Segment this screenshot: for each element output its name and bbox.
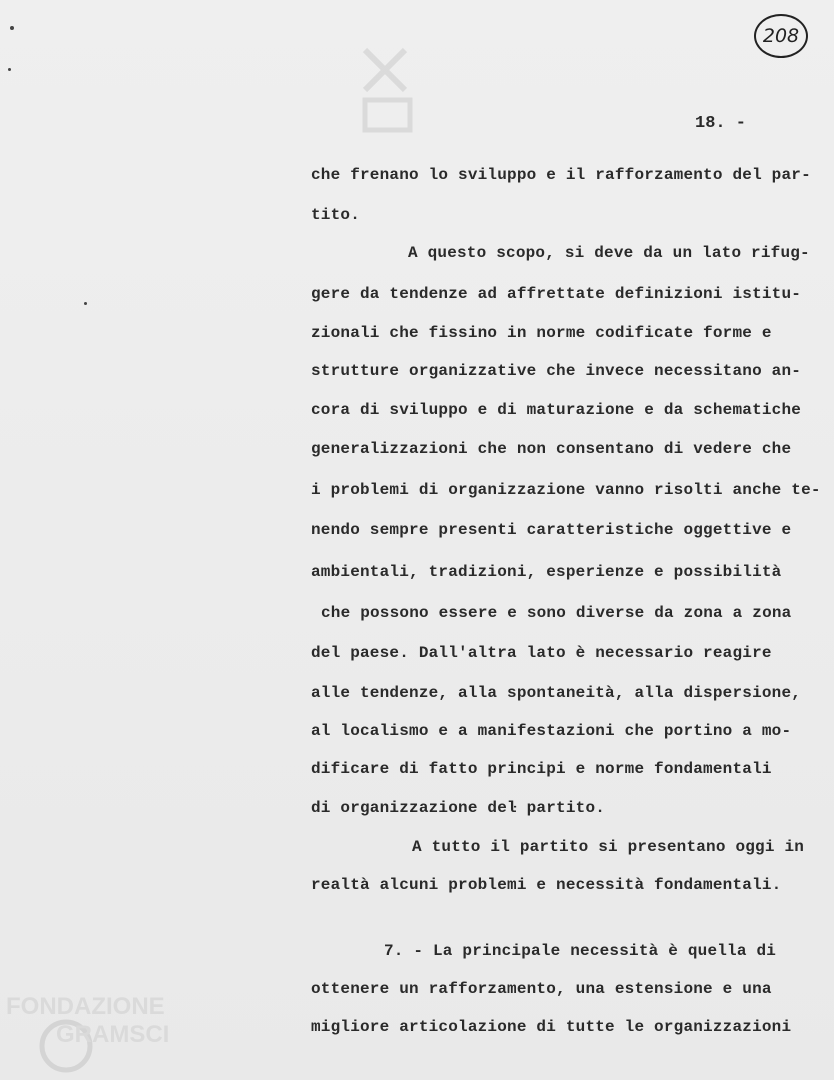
text-line: realtà alcuni problemi e necessità fondamentali. [311,876,782,894]
text-line: dificare di fatto principi e norme fondamentali [311,760,772,778]
text-line: gere da tendenze ad affrettate definizioni istitu- [311,285,802,303]
text-line: nendo sempre presenti caratteristiche oggettive e [311,521,792,539]
text-line: zionali che fissino in norme codificate forme e [311,324,772,342]
text-line: generalizzazioni che non consentano di vedere che [311,440,792,458]
speck-mark [84,302,87,305]
archive-stamp: 208 [754,14,808,58]
text-line: di organizzazione deŀ partito. [311,799,606,817]
faint-watermark-mark [360,30,420,140]
speck-mark [10,26,14,30]
text-line: i problemi di organizzazione vanno risolti anche te- [311,481,821,499]
text-line: che frenano lo sviluppo e il rafforzamento del par- [311,166,811,184]
text-line: al localismo e a manifestazioni che portino a mo- [311,722,792,740]
text-line: che possono essere e sono diverse da zona a zona [321,604,792,622]
page-number: 18. - [695,114,747,133]
fondazione-gramsci-logo [4,988,214,1078]
text-line: strutture organizzative che invece necessitano an- [311,362,802,380]
text-line: del paese. Dall'altra lato è necessario reagire [311,644,772,662]
text-line: A questo scopo, si deve da un lato rifug- [408,244,810,262]
text-line: tito. [311,206,361,224]
text-line: migliore articolazione di tutte le organizzazioni [311,1018,792,1036]
text-line: ambientali, tradizioni, esperienze e possibilità [311,563,782,581]
text-line: alle tendenze, alla spontaneità, alla dispersione, [311,684,802,702]
text-line: A tutto il partito si presentano oggi in [412,838,805,856]
text-line: 7. - La principale necessità è quella di [384,942,777,960]
logo-line1: FONDAZIONE [6,993,165,1020]
text-line: cora di sviluppo e di maturazione e da schematiche [311,401,802,419]
text-line: ottenere un rafforzamento, una estensione e una [311,980,772,998]
speck-mark [8,68,11,71]
logo-line2: GRAMSCI [56,1021,170,1048]
